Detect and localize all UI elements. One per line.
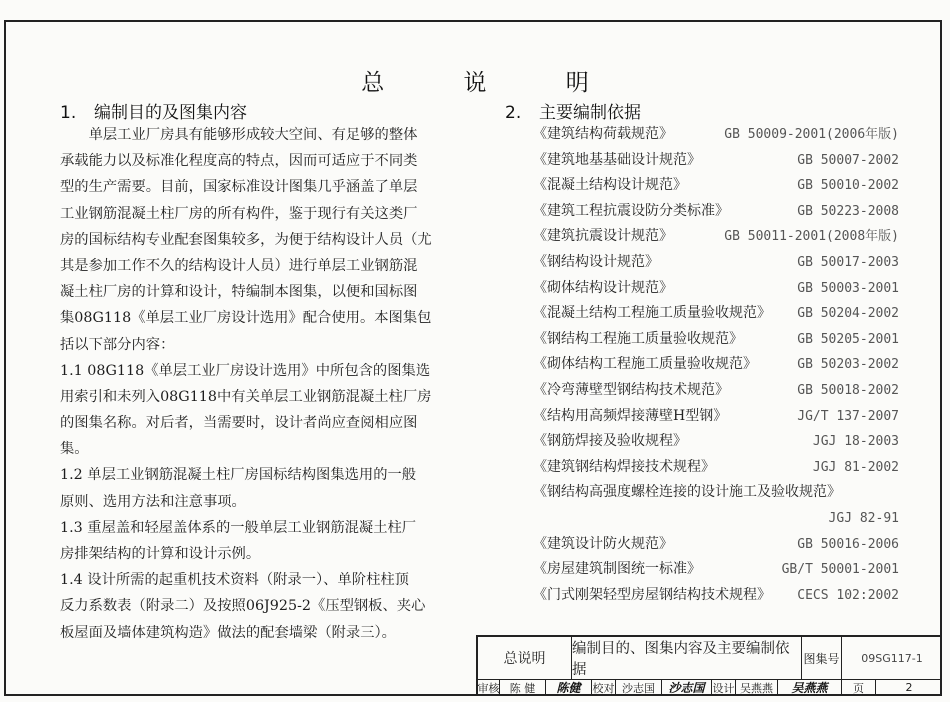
reference-code: JGJ 81-2002 bbox=[812, 459, 899, 475]
reference-name: 《建筑设计防火规范》 bbox=[533, 535, 673, 552]
page-title: 总 说 明 bbox=[361, 70, 625, 96]
body-line: 1.1 08G118《单层工业厂房设计选用》中所包含的图集选 bbox=[60, 362, 431, 379]
reference-row bbox=[533, 276, 899, 302]
body-line: 承载能力以及标准化程度高的特点，因而可适应于不同类 bbox=[60, 153, 418, 170]
body-line: 1.2 单层工业钢筋混凝土柱厂房国标结构图集选用的一般 bbox=[60, 467, 417, 484]
designer-name: 吴燕燕 bbox=[736, 679, 778, 696]
body-line: 型的生产需要。目前，国家标准设计图集几乎涵盖了单层 bbox=[60, 179, 418, 196]
reference-code: GB 50204-2002 bbox=[797, 306, 899, 322]
reference-name: 《建筑工程抗震设防分类标准》 bbox=[533, 202, 729, 219]
body-line: 1.3 重屋盖和轻屋盖体系的一般单层工业钢筋混凝土柱厂 bbox=[60, 519, 417, 536]
design-label: 设计 bbox=[712, 679, 736, 696]
reference-code: GB 50007-2002 bbox=[797, 152, 899, 168]
body-line: 凝土柱厂房的计算和设计，特编制本图集，以便和国标图 bbox=[60, 284, 418, 301]
section-2-heading bbox=[505, 98, 641, 123]
reference-code: GB 50203-2002 bbox=[797, 357, 899, 373]
body-line: 工业钢筋混凝土柱厂房的所有构件，鉴于现行有关这类厂 bbox=[60, 205, 418, 222]
reference-code: GB 50017-2003 bbox=[797, 254, 899, 270]
reference-code: GB 50011-2001(2008年版) bbox=[724, 229, 899, 245]
review-label: 审核 bbox=[478, 679, 500, 696]
body-line: 用索引和未列入08G118中有关单层工业钢筋混凝土柱厂房 bbox=[60, 388, 432, 405]
reference-code: JGJ 82-91 bbox=[828, 510, 899, 526]
body-line: 括以下部分内容： bbox=[60, 336, 175, 353]
atlas-number-label: 图集号 bbox=[802, 637, 842, 679]
reference-code: GB 50016-2006 bbox=[797, 536, 899, 552]
reference-code: GB 50009-2001(2006年版) bbox=[724, 127, 899, 142]
reference-row bbox=[533, 327, 899, 353]
reference-code: GB 50018-2002 bbox=[797, 382, 899, 398]
reference-name: 《混凝土结构工程施工质量验收规范》 bbox=[533, 305, 771, 322]
body-line: 的图集名称。对后者，当需要时，设计者尚应查阅相应图 bbox=[60, 415, 418, 432]
reference-name: 《房屋建筑制图统一标准》 bbox=[533, 561, 701, 578]
reference-row bbox=[533, 301, 899, 327]
section-1-heading bbox=[60, 98, 247, 123]
body-line: 板屋面及墙体建筑构造》做法的配套墙梁（附录三）。 bbox=[60, 624, 396, 641]
reference-row bbox=[533, 506, 899, 532]
reference-row bbox=[533, 480, 899, 506]
section-1-number: 1. bbox=[60, 103, 77, 123]
section-2-title: 主要编制依据 bbox=[539, 103, 641, 123]
reviewer-signature: 陈健 bbox=[546, 679, 592, 696]
reference-name: 《结构用高频焊接薄壁H型钢》 bbox=[533, 407, 728, 424]
reference-name: 《钢结构高强度螺栓连接的设计施工及验收规范》 bbox=[533, 484, 841, 501]
check-label: 校对 bbox=[592, 679, 616, 696]
title-block bbox=[476, 635, 942, 696]
reference-name: 《钢结构工程施工质量验收规范》 bbox=[533, 330, 743, 347]
reference-code: JGJ 18-2003 bbox=[812, 434, 899, 450]
reference-name: 《门式刚架轻型房屋钢结构技术规程》 bbox=[533, 586, 771, 603]
reference-row bbox=[533, 148, 899, 174]
body-line: 其是参加工作不久的结构设计人员）进行单层工业钢筋混 bbox=[60, 257, 418, 274]
reference-code: GB/T 50001-2001 bbox=[781, 562, 899, 578]
reference-row bbox=[533, 173, 899, 199]
section-1-body bbox=[60, 122, 450, 646]
reference-name: 《建筑钢结构焊接技术规程》 bbox=[533, 458, 715, 475]
reference-row bbox=[533, 429, 899, 455]
designer-signature: 吴燕燕 bbox=[778, 679, 842, 696]
title-block-sign-row bbox=[478, 679, 942, 696]
reference-row bbox=[533, 532, 899, 558]
reviewer-name: 陈 健 bbox=[500, 679, 546, 696]
body-line: 房排架结构的计算和设计示例。 bbox=[60, 546, 261, 562]
reference-code: GB 50003-2001 bbox=[797, 280, 899, 296]
body-line: 单层工业厂房具有能够形成较大空间、有足够的整体 bbox=[60, 127, 418, 143]
body-line: 原则、选用方法和注意事项。 bbox=[60, 493, 246, 510]
reference-name: 《砌体结构工程施工质量验收规范》 bbox=[533, 356, 757, 373]
reference-code: GB 50010-2002 bbox=[797, 178, 899, 194]
checker-name: 沙志国 bbox=[616, 679, 662, 696]
reference-row bbox=[533, 250, 899, 276]
page-label: 页 bbox=[842, 679, 876, 696]
reference-name: 《建筑抗震设计规范》 bbox=[533, 228, 673, 245]
atlas-number: 09SG117-1 bbox=[861, 651, 923, 665]
reference-code: GB 50205-2001 bbox=[797, 331, 899, 347]
reference-name: 《建筑地基基础设计规范》 bbox=[533, 151, 701, 168]
title-block-main-row bbox=[478, 637, 942, 680]
reference-row bbox=[533, 583, 899, 609]
body-line: 反力系数表（附录二）及按照06J925-2《压型钢板、夹心 bbox=[60, 598, 426, 615]
reference-row bbox=[533, 378, 899, 404]
reference-name: 《钢结构设计规范》 bbox=[533, 253, 659, 270]
reference-name: 《混凝土结构设计规范》 bbox=[533, 177, 687, 194]
body-line: 集08G118《单层工业厂房设计选用》配合使用。本图集包 bbox=[60, 310, 432, 327]
reference-name: 《砌体结构设计规范》 bbox=[533, 279, 673, 296]
body-line: 集。 bbox=[60, 441, 89, 458]
drawing-category: 总说明 bbox=[478, 637, 572, 679]
reference-code: CECS 102:2002 bbox=[797, 587, 899, 603]
body-line: 1.4 设计所需的起重机技术资料（附录一）、单阶柱柱顶 bbox=[60, 572, 409, 589]
reference-name: 《钢筋焊接及验收规程》 bbox=[533, 433, 687, 450]
reference-code: JG/T 137-2007 bbox=[797, 408, 899, 424]
reference-code: GB 50223-2008 bbox=[797, 203, 899, 219]
reference-row bbox=[533, 455, 899, 481]
section-1-title: 编制目的及图集内容 bbox=[94, 103, 247, 123]
reference-row bbox=[533, 122, 899, 148]
reference-name: 《冷弯薄壁型钢结构技术规范》 bbox=[533, 381, 729, 398]
reference-row bbox=[533, 557, 899, 583]
drawing-title: 编制目的、图集内容及主要编制依据 bbox=[572, 637, 802, 679]
checker-signature: 沙志国 bbox=[662, 679, 712, 696]
reference-row bbox=[533, 224, 899, 250]
reference-row bbox=[533, 404, 899, 430]
body-line: 房的国标结构专业配套图集较多，为便于结构设计人员（尤 bbox=[60, 231, 432, 248]
page-number: 2 bbox=[905, 681, 913, 694]
section-2-number: 2. bbox=[505, 103, 522, 123]
reference-row bbox=[533, 199, 899, 225]
reference-row bbox=[533, 352, 899, 378]
reference-list bbox=[533, 122, 899, 608]
reference-name: 《建筑结构荷载规范》 bbox=[533, 126, 673, 142]
